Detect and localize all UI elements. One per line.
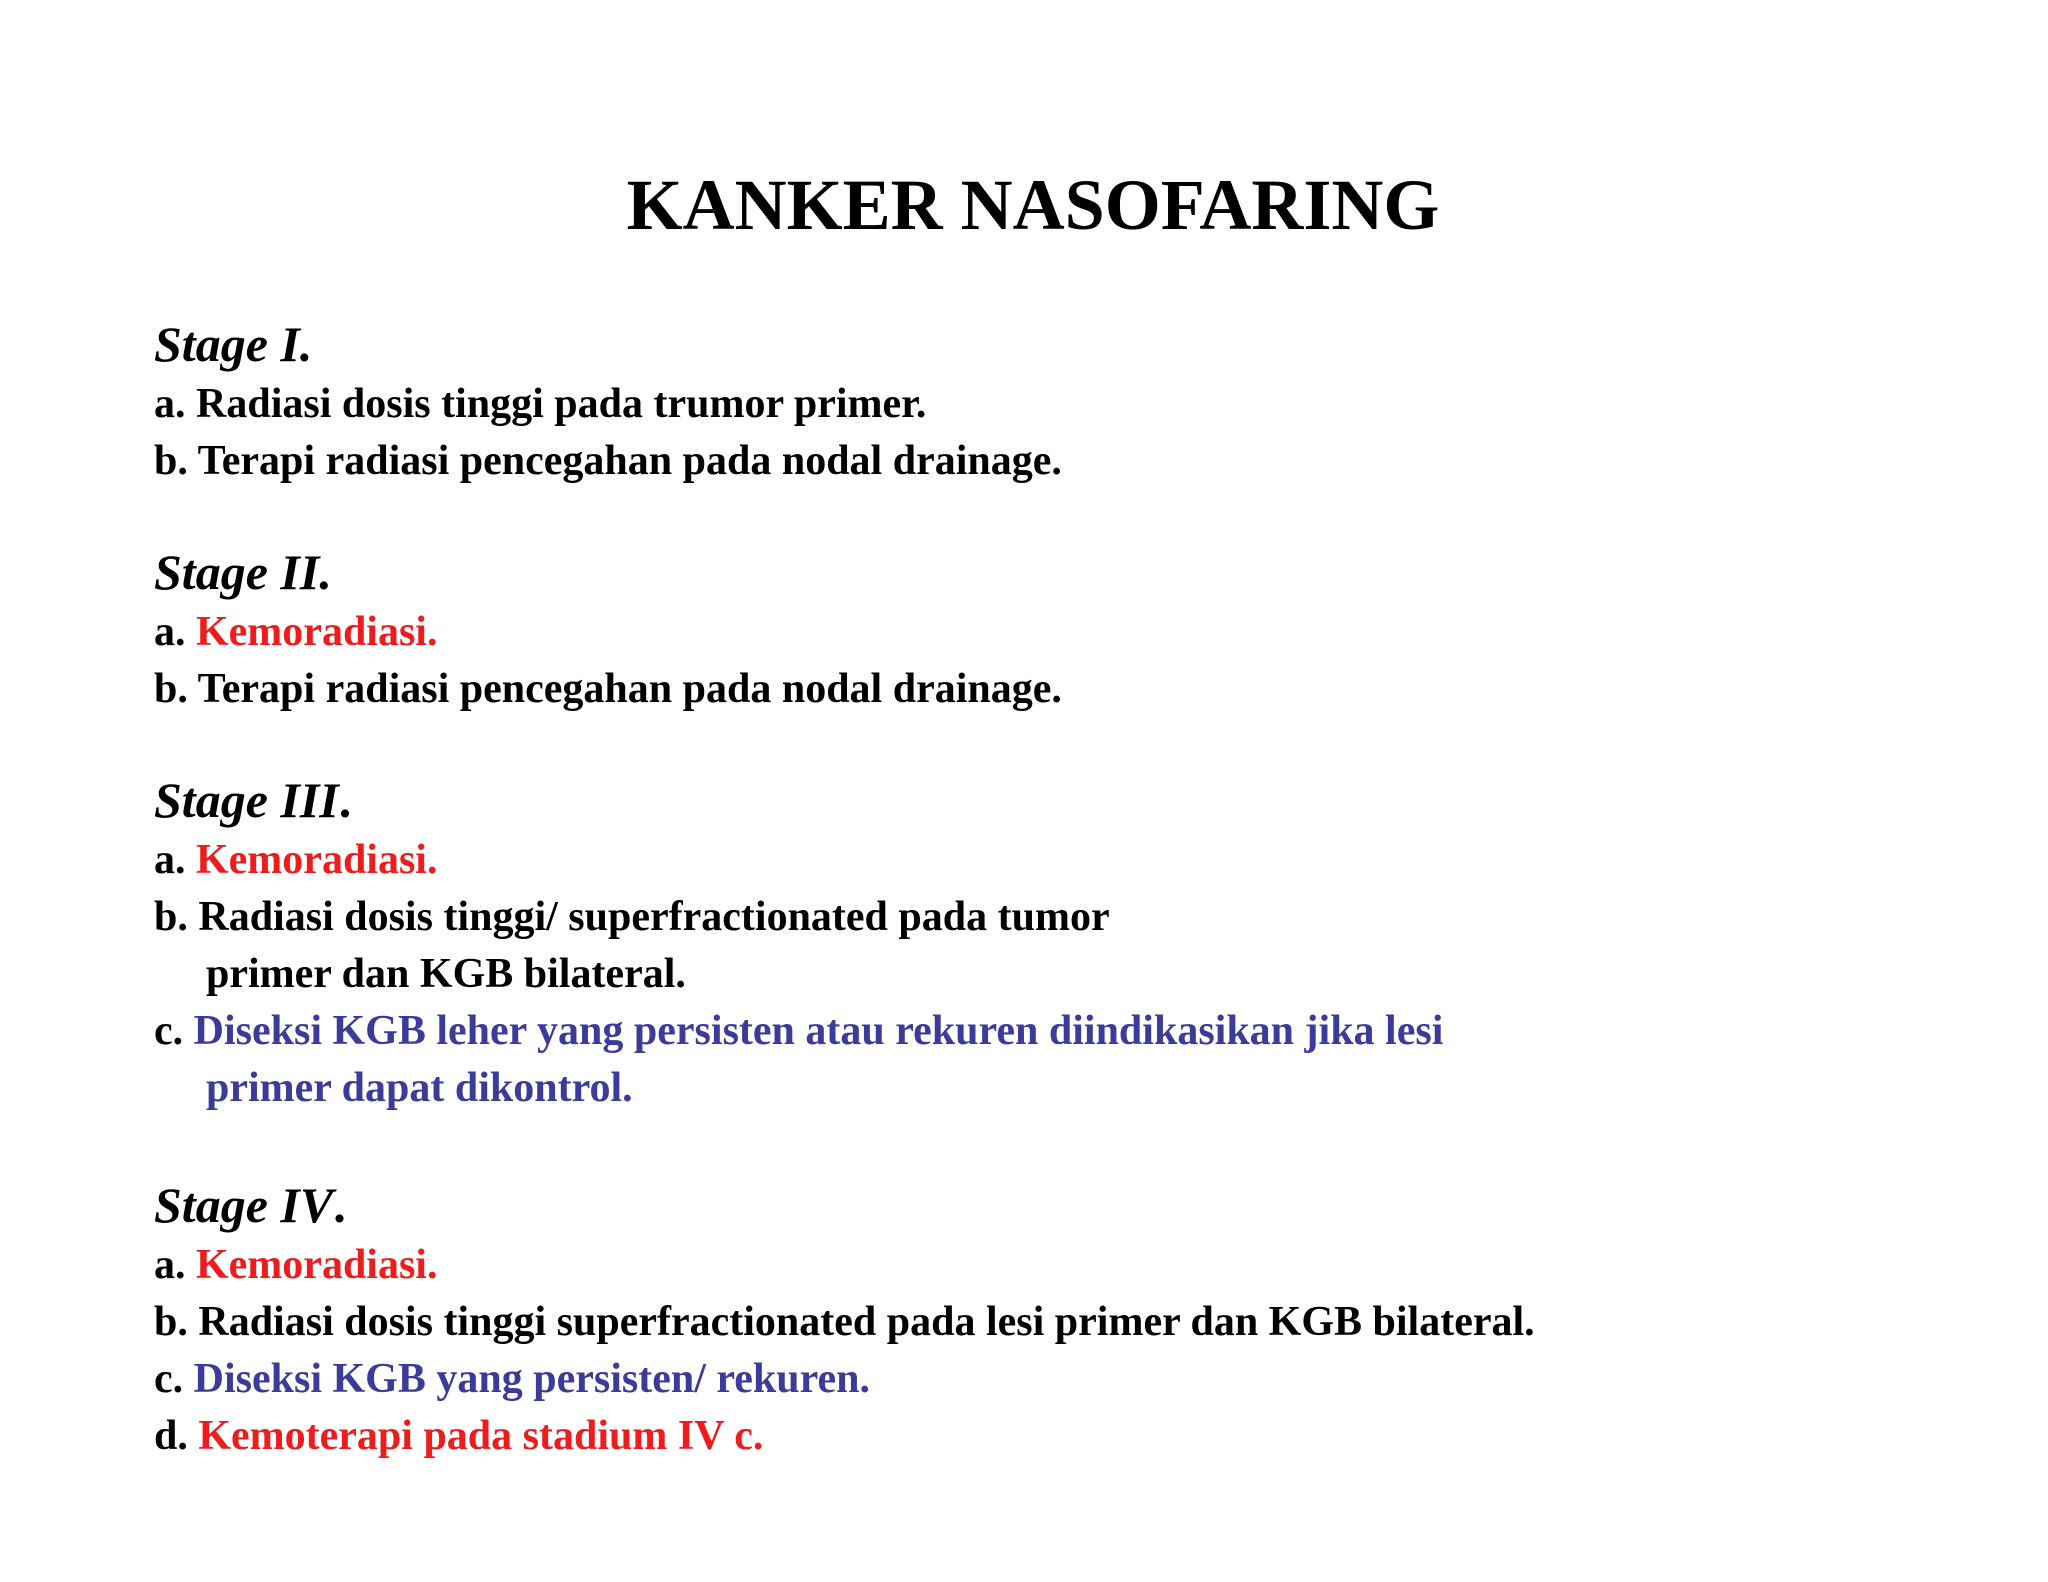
item-text: Kemoradiasi. <box>196 1242 438 1288</box>
stage-4-item-b <box>154 1294 2014 1351</box>
item-prefix: a. <box>154 837 196 883</box>
stage-4-heading <box>154 1173 2014 1237</box>
stage-2-heading <box>154 540 2014 604</box>
item-text: Kemoradiasi. <box>196 837 438 883</box>
stage-1-heading-text: Stage I <box>154 316 300 372</box>
item-prefix: d. <box>154 1413 199 1459</box>
stage-2-section <box>154 540 2014 718</box>
item-text: Kemoterapi pada stadium IV c. <box>198 1413 764 1459</box>
item-text-continued: primer dapat dikontrol. <box>206 1065 633 1111</box>
stage-4-item-c <box>154 1351 2014 1408</box>
item-prefix: b. <box>154 438 198 484</box>
stage-3-heading <box>154 768 2014 832</box>
stage-1-item-a <box>154 376 2014 433</box>
stage-3-item-c <box>154 1003 2014 1117</box>
stage-3-heading-text: Stage III <box>154 772 339 828</box>
item-text: Terapi radiasi pencegahan pada nodal drainage. <box>197 438 1062 484</box>
item-prefix: c. <box>154 1008 194 1054</box>
stage-1-section <box>154 312 2014 490</box>
stage-4-heading-text: Stage IV <box>154 1177 334 1233</box>
stage-2-heading-dot: . <box>319 544 332 600</box>
stage-list <box>154 312 2014 1465</box>
item-prefix: b. <box>154 666 198 712</box>
item-prefix: b. <box>154 1299 199 1345</box>
stage-2-item-a <box>154 604 2014 661</box>
item-text: Diseksi KGB yang persisten/ rekuren. <box>193 1356 871 1402</box>
item-text: Radiasi dosis tinggi superfractionated pada lesi primer dan KGB bilateral. <box>198 1299 1535 1345</box>
stage-3-item-a <box>154 832 2014 889</box>
item-text: Diseksi KGB leher yang persisten atau rekuren diindikasikan jika lesi <box>193 1008 1444 1054</box>
stage-3-heading-dot: . <box>338 772 352 828</box>
item-text: Terapi radiasi pencegahan pada nodal drainage. <box>197 666 1062 712</box>
stage-3-section <box>154 768 2014 1117</box>
stage-4-item-d <box>154 1408 2014 1465</box>
page-title: KANKER NASOFARING <box>626 165 1440 245</box>
item-text: Radiasi dosis tinggi/ superfractionated pada tumor <box>198 894 1110 940</box>
stage-1-heading <box>154 312 2014 376</box>
stage-1-item-b <box>154 433 2014 490</box>
stage-1-heading-dot: . <box>299 316 313 372</box>
item-text: Kemoradiasi. <box>196 609 438 655</box>
item-prefix: a. <box>154 381 196 427</box>
stage-2-item-b <box>154 661 2014 718</box>
item-prefix: b. <box>154 894 199 940</box>
stage-3-item-b <box>154 889 2014 1003</box>
item-prefix: c. <box>154 1356 194 1402</box>
item-prefix: a. <box>154 609 196 655</box>
item-text-continued: primer dan KGB bilateral. <box>206 951 686 997</box>
stage-4-heading-dot: . <box>333 1177 346 1233</box>
item-text: Radiasi dosis tinggi pada trumor primer. <box>196 381 927 427</box>
item-prefix: a. <box>154 1242 196 1288</box>
stage-4-item-a <box>154 1237 2014 1294</box>
stage-2-heading-text: Stage II <box>154 544 320 600</box>
stage-4-section <box>154 1173 2014 1465</box>
